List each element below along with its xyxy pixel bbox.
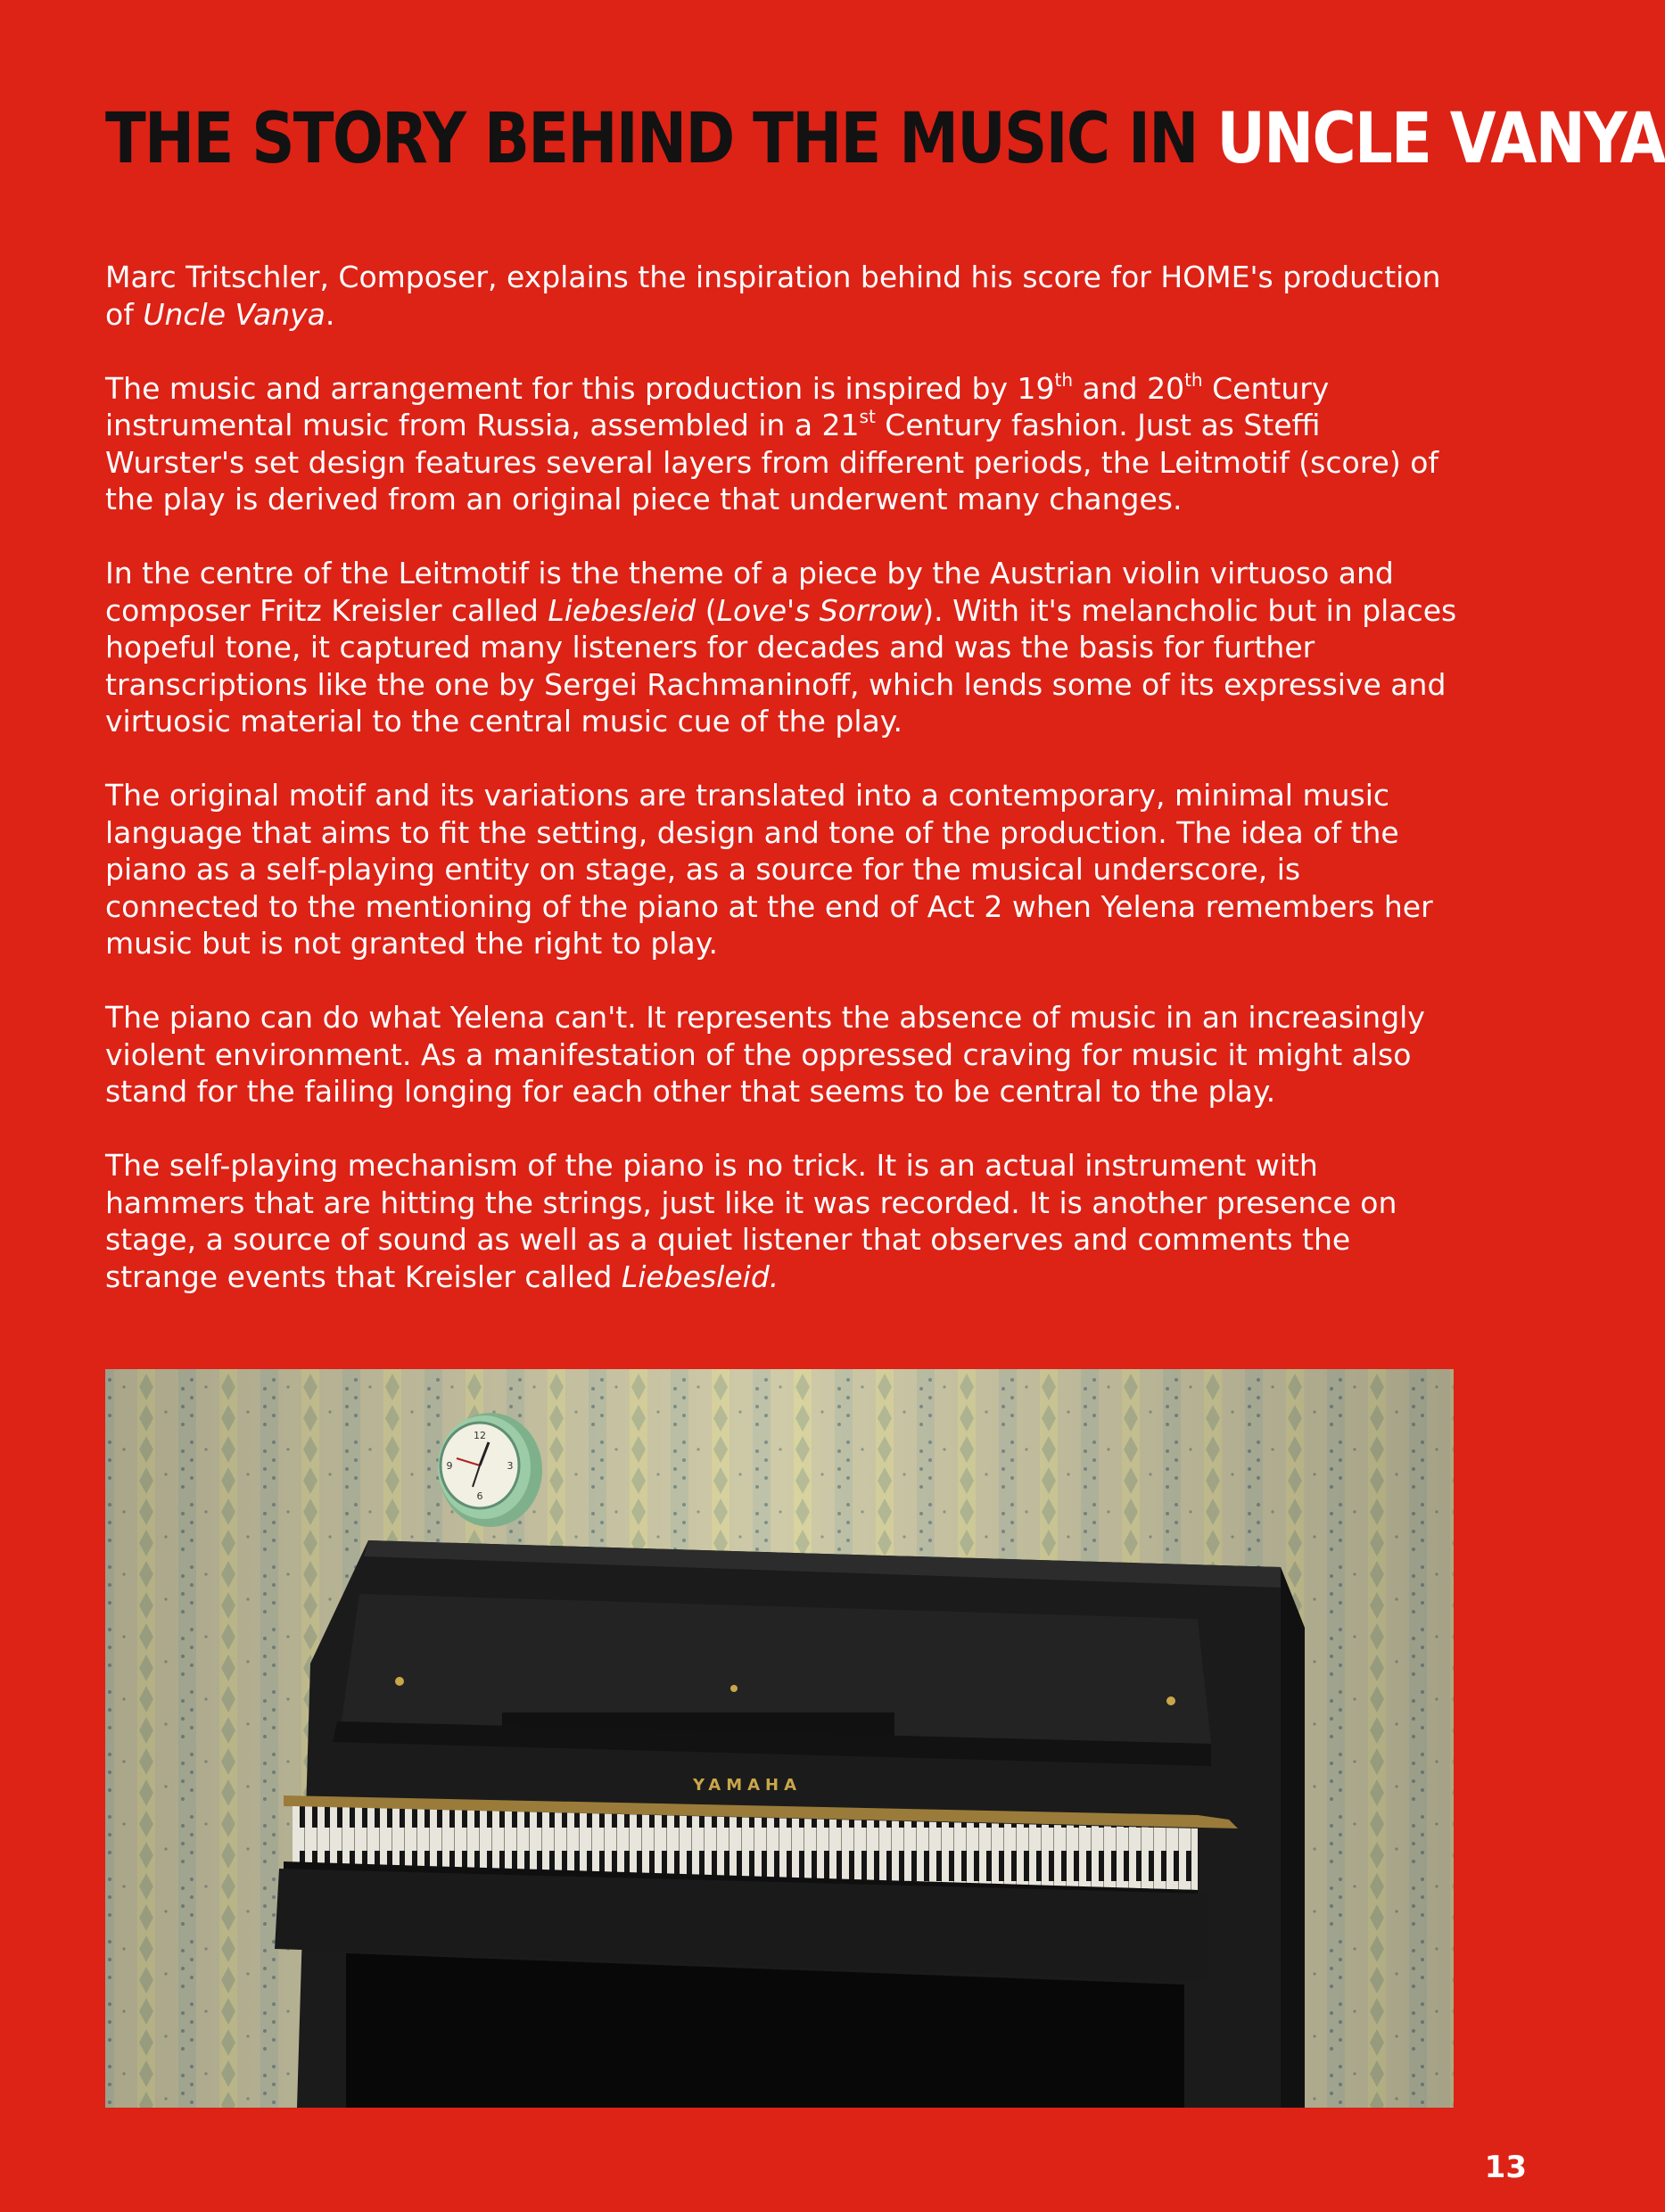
- intro-end: .: [325, 296, 335, 332]
- p3-italic-1: Liebesleid: [548, 592, 696, 628]
- piano-brand-label: YAMAHA: [692, 1776, 803, 1795]
- p6-a: The self-playing mechanism of the piano is no trick. It is an actual instrument with hammers that are hitting the strings, just like it was recorded. It is another presence on stage, a source of sound as well as a quiet listener that observes and comments the strange events that Kreisler called: [105, 1148, 1397, 1294]
- clock-number-3: 3: [507, 1460, 514, 1472]
- article-body: [105, 259, 1461, 1333]
- piano-photo: [105, 1369, 1454, 2108]
- clock-number-6: 6: [476, 1490, 483, 1502]
- paragraph-3: [105, 555, 1461, 740]
- clock-number-9: 9: [446, 1460, 453, 1472]
- clock-number-12: 12: [474, 1430, 486, 1441]
- title-part-light: UNCLE VANYA: [1216, 99, 1665, 179]
- p2-a: The music and arrangement for this production is inspired by 19: [105, 370, 1055, 406]
- p2-b: and 20: [1073, 370, 1185, 406]
- p2-sup3: st: [859, 406, 876, 427]
- p2-sup1: th: [1054, 368, 1074, 391]
- paragraph-5: The piano can do what Yelena can't. It represents the absence of music in an increasingly violent environment. As a manifestation of the oppressed craving for music it might also stand for the failing longing for each other that seems to be central to the play.: [105, 1000, 1425, 1109]
- p3-italic-2: Love's Sorrow: [716, 592, 923, 628]
- p3-a: In the centre of the Leitmotif is the theme of a piece by the Austrian violin virtuoso and composer Fritz Kreisler called: [105, 556, 1394, 628]
- page-number: 13: [1484, 2150, 1527, 2185]
- intro-italic: Uncle Vanya: [143, 296, 326, 332]
- paragraph-4: The original motif and its variations are translated into a contemporary, minimal music language that aims to fit the setting, design and tone of the production. The idea of the piano as a self-playing entity on stage, as a source for the musical underscore, is connected to the mentioning of the piano at the end of Act 2 when Yelena remembers her music but is not granted the right to play.: [105, 778, 1433, 961]
- p2-c: Century instrumental music from Russia, assembled in a 21: [105, 370, 1330, 442]
- p3-b: (: [696, 592, 717, 628]
- title-part-dark: THE STORY BEHIND THE MUSIC IN: [105, 99, 1217, 179]
- p2-d: Century fashion. Just as Steffi Wurster's set design features several layers from different periods, the Leitmotif (score) of the play is derived from an original piece that underwent many changes.: [105, 408, 1439, 516]
- p6-italic: Liebesleid.: [621, 1259, 779, 1294]
- paragraph-6: [105, 1147, 1461, 1295]
- paragraph-2: [105, 370, 1461, 518]
- page-title: [105, 96, 1665, 182]
- intro-text: Marc Tritschler, Composer, explains the inspiration behind his score for HOME's production of: [105, 260, 1441, 332]
- p2-sup2: th: [1184, 368, 1203, 391]
- upright-piano: [275, 1540, 1305, 2108]
- intro-paragraph: [105, 259, 1461, 333]
- p3-c: ). With it's melancholic but in places hopeful tone, it captured many listeners for decades and was the basis for further transcriptions like the one by Sergei Rachmaninoff, which lends some of its expressive and virtuosic material to the central music cue of the play.: [105, 592, 1457, 739]
